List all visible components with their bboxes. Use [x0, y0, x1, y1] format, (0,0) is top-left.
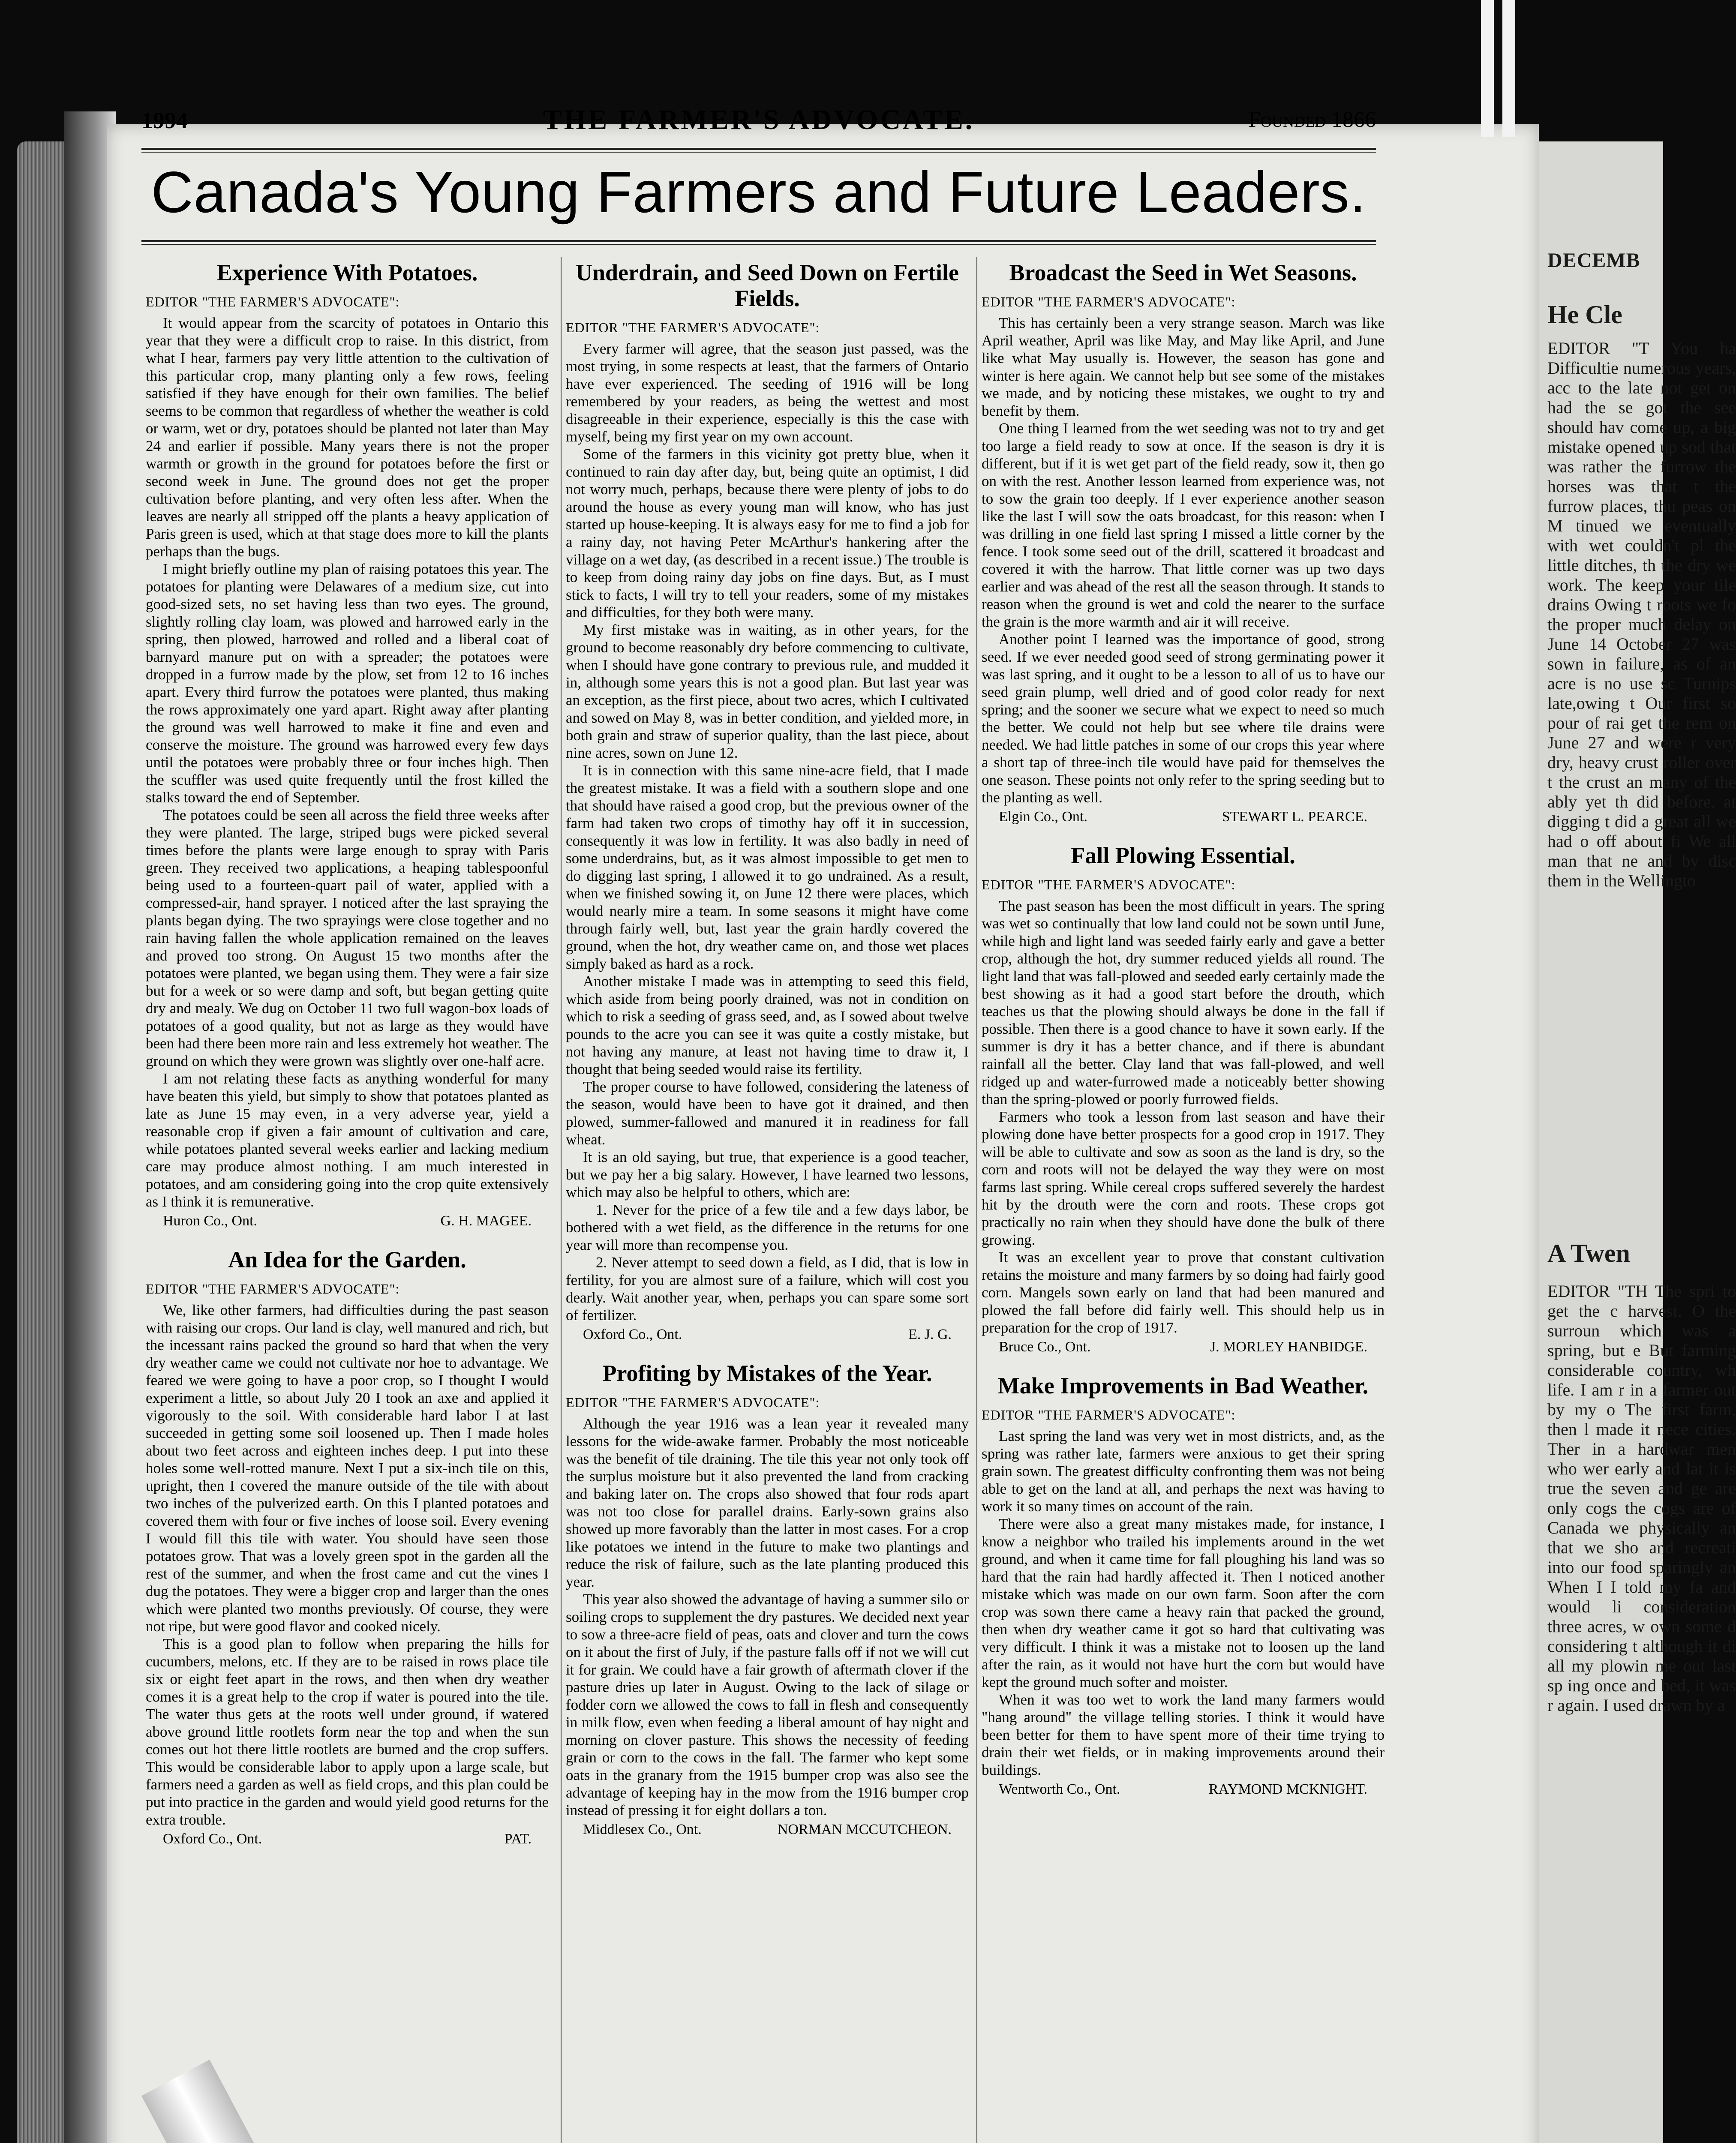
paragraph: I might briefly outline my plan of raising potatoes this year. The potatoes for planting were Delawares of a medium size, cut into good-sized sets, no set having less than two eyes. The ground, slightly rolling clay loam, was plowed and harrowed early in the spring, then plowed, harrowed and rolled and a liberal coat of barnyard manure put on with a spreader; the potatoes were dropped in a furrow made by the plow, set from 12 to 16 inches apart. Every third furrow the potatoes were planted, thus making the rows approximately one yard apart. Right away after planting the ground was well harrowed to make it fine and even and conserve the moisture. The ground was harrowed every few days until the potatoes were probably three or four inches high. Then the scuffler was used quite frequently until the frost killed the stalks toward the end of September. [146, 561, 549, 806]
editor-line: EDITOR "THE FARMER'S ADVOCATE": [982, 294, 1236, 309]
column-2 [566, 257, 969, 1855]
paragraph: Every farmer will agree, that the season just passed, was the most trying, in some respects at least, that the farmers of Ontario have ever experienced. The seeding of 1916 will be long remembered by your readers, as being the wettest and most disagreeable in their experience, especially is this the case with myself, being my first year on my own account. [566, 340, 969, 445]
paragraph: The proper course to have followed, considering the lateness of the season, would have been to have got it drained, and then plowed, summer-fallowed and manured it in readiness for fall wheat. [566, 1078, 969, 1148]
editor-line: EDITOR "THE FARMER'S ADVOCATE": [982, 1407, 1236, 1423]
header-rule-top [141, 148, 1376, 150]
signature-author: PAT. [504, 1831, 532, 1847]
signature-place: Elgin Co., Ont. [999, 809, 1087, 825]
article-title: Underdrain, and Seed Down on Fertile Fields. [575, 260, 959, 311]
scanner-bar-artifact [1502, 0, 1515, 137]
editor-line: EDITOR "THE FARMER'S ADVOCATE": [146, 1281, 400, 1297]
column-divider-1 [561, 257, 562, 2143]
signature-author: STEWART L. PEARCE. [1222, 809, 1367, 825]
signature-place: Wentworth Co., Ont. [999, 1781, 1120, 1797]
paragraph: My first mistake was in waiting, as in other years, for the ground to become reasonably dry before commencing to cultivate, when I should have gone contrary to previous rule, and mudded it in, although some years this is not a good plan. But last year was an exception, as the first piece, about two acres, which I cultivated and sowed on May 8, was in better condition, and yielded more, in both grain and straw of superior quality, than the last piece, about nine acres, sown on June 12. [566, 621, 969, 761]
editor-line: EDITOR "THE FARMER'S ADVOCATE": [982, 877, 1236, 892]
signature [163, 1212, 532, 1230]
running-head [141, 104, 1376, 146]
article-improvements [982, 1373, 1385, 1798]
article-underdrain [566, 260, 969, 1343]
paragraph: One thing I learned from the wet seeding was not to try and get too large a field ready to sow at once. If the season is dry it is different, but if it is wet get part of the field ready, sow it, then go on with the rest. Another lesson learned from experience was, not to sow the grain too deeply. If I ever experience another season like the last I will sow the oats broadcast, for this reason: when I was drilling in one field last spring I missed a little corner by the fence. I took some seed out of the drill, scattered it broadcast and covered it with the harrow. That little corner was up two days earlier and was ahead of the rest all the season through. It stands to reason when the ground is wet and cold the nearer to the surface the grain is the more warmth and air it will receive. [982, 420, 1385, 630]
signature [999, 1780, 1367, 1798]
adjacent-title-2: A Twen [1547, 1239, 1630, 1267]
signature-place: Oxford Co., Ont. [583, 1327, 682, 1342]
adjacent-column-2: EDITOR "TH The spri to get the c harvest. O the surroun which was a spring, but e But farming considerable country, wh life. I am r in a farmer out by my o The first farm, then l made it nece cities. Ther in a hardwar men who wer early and lat it is true the seven and ge are only cogs the cogs are of Canada we physically an that we sho and recreati into our food sparingly an When I I told my fa and would li consideration three acres, w own some d considering t although it di all my plowin me out last sp ing once and bed, it was r again. I used drawn by a [1547, 1282, 1736, 1715]
signature [583, 1821, 952, 1838]
section-rule-thin [141, 244, 1376, 245]
signature-place: Huron Co., Ont. [163, 1213, 258, 1229]
editor-line: EDITOR "THE FARMER'S ADVOCATE": [566, 1395, 820, 1410]
article-title: Fall Plowing Essential. [1071, 843, 1295, 868]
article-title: Make Improvements in Bad Weather. [997, 1373, 1369, 1399]
adjacent-title-1: He Cle [1547, 300, 1622, 329]
adjacent-running-head: DECEMB [1547, 249, 1640, 272]
paragraph: Farmers who took a lesson from last season and have their plowing done have better prospects for a good crop in 1917. They will be able to cultivate and sow as soon as the land is dry, so the corn and roots will not be delayed the way they were on most farms last spring. While cereal crops suffered severely the hardest hit by the drouth were the corn and roots. These crops got practically no rain when they should have done the bulk of there growing. [982, 1108, 1385, 1248]
article-potatoes [146, 260, 549, 1230]
article-title: Experience With Potatoes. [216, 260, 478, 285]
paragraph: It is an old saying, but true, that experience is a good teacher, but we pay her a big salary. However, I have learned two lessons, which may also be helpful to others, which are: [566, 1149, 969, 1201]
scanner-bar-artifact [1481, 0, 1494, 137]
article-fall-plowing [982, 843, 1385, 1356]
paragraph: This year also showed the advantage of having a summer silo or soiling crops to supplement the dry pastures. We decided next year to sow a three-acre field of peas, oats and clover and turn the cows on it about the first of July, if the pasture falls off if not we will cut it for grain. We could have a fair growth of aftermath clover if the pasture dries up later in August. Owing to the lack of silage or fodder corn we allowed the cows to fall in flesh and consequently in milk flow, even when feeding a liberal amount of hay night and morning on clover pasture. This shows the necessity of feeding grain or corn to the cows in the fall. The farmer who kept some oats in the granary from the 1915 bumper crop was also see the advantage of keeping hay in the mow from the 1916 bumper crop instead of pressing it for eight dollars a ton. [566, 1591, 969, 1819]
paragraph: It is in connection with this same nine-acre field, that I made the greatest mistake. It was a field with a southern slope and one that should have raised a good crop, but the previous owner of the farm had taken two crops of timothy hay off it in succession, consequently it was low in fertility. It was also badly in need of some underdrains, but, as it was almost impossible to get men to do digging last spring, I allowed it to go undrained. As a result, when we finished sowing it, on June 12 there were places, which would nearly mire a team. In some seasons it might have come through fairly well, but, last year the grain hardly covered the ground, when the hot, dry weather came on, and those wet places simply baked as hard as a rock. [566, 762, 969, 972]
paragraph: It was an excellent year to prove that constant cultivation retains the moisture and many farmers by so doing had fairly good corn. Mangels sown early on land that had been manured and plowed the fall before did fairly well. This should help us in preparation for the crop of 1917. [982, 1249, 1385, 1336]
article-mistakes [566, 1360, 969, 1838]
signature-author: E. J. G. [908, 1327, 952, 1342]
article-title: An Idea for the Garden. [228, 1247, 466, 1273]
paragraph: The potatoes could be seen all across the field three weeks after they were planted. The large, striped bugs were picked several times before the plants were large enough to spray with Paris green. They received two applications, a heaping tablespoonful being used to a fourteen-quart pail of water, applied with a compressed-air, hand sprayer. I noticed after the last spraying the plants began dying. The two sprayings were close together and no rain having fallen the whole application remained on the leaves and proved too strong. On August 15 two months after the potatoes were planted, we began using them. They were a fair size but for a week or so were damp and soft, but began getting quite dry and mealy. We dug on October 11 two full wagon-box loads of potatoes of a good quality, but not as large as they would have been had there been more rain and less extremely hot weather. The ground on which they were grown was slightly over one-half acre. [146, 807, 549, 1069]
signature [999, 1338, 1367, 1356]
paragraph: I am not relating these facts as anything wonderful for many have beaten this yield, but simply to show that potatoes planted as late as June 15 may even, in a very adverse year, yield a reasonable crop if given a fair amount of cultivation and care, while potatoes planted several weeks earlier and lacking medium care may produce almost nothing. I am much interested in potatoes, and am considering going into the crop quite extensively as I think it is remunerative. [146, 1070, 549, 1210]
paragraph: It would appear from the scarcity of potatoes in Ontario this year that they were a difficult crop to raise. In this district, from what I hear, farmers pay very little attention to the cultivation of this particular crop, many planting only a few rows, feeling satisfied if they have enough for their own families. The belief seems to be common that regardless of whether the weather is cold or warm, wet or dry, potatoes should be planted not later than May 24 and earlier if possible. Many years there is not the proper warmth or growth in the ground for potatoes before the first or second week in June. The ground does not get the proper cultivation before planting, and very often less after. When the leaves are nearly all stripped off the plants a heavy application of Paris green is used, which at that stage does more to kill the plants perhaps than the bugs. [146, 315, 549, 560]
header-rule-thin [141, 152, 1376, 153]
signature-author: J. MORLEY HANBIDGE. [1210, 1339, 1367, 1355]
signature-author: NORMAN MCCUTCHEON. [777, 1822, 952, 1837]
signature [583, 1326, 952, 1343]
editor-line: EDITOR "THE FARMER'S ADVOCATE": [566, 320, 820, 335]
article-title: Broadcast the Seed in Wet Seasons. [1009, 260, 1357, 285]
journal-title: THE FARMER'S ADVOCATE. [543, 104, 975, 135]
adjacent-page [1539, 141, 1736, 2143]
column-1 [146, 257, 549, 1865]
article-broadcast [982, 260, 1385, 825]
adjacent-column-1: EDITOR "T You ha Difficultie numerous years, acc to the late not get on had the se got the see should hav come up, a big mistake opened up sod that was rather the furrow the horses was that t the furrow places, thu peas on M tinued we eventually with wet couldn't pl the little ditches, th the dry we work. The keep your tile drains Owing t roots we fo the proper much delay on June 14 October 27 was sown in failure, as of an acre is no use sc Turnips late,owing t Our first so pour of rai get the rem on June 27 and were r very dry, heavy crust roller over t the crust an many of the ably yet th did before. at digging t did a great all we had o off about fi We all man that ne and by disc them in the Wellingto [1547, 339, 1736, 890]
article-garden [146, 1247, 549, 1848]
editor-line: EDITOR "THE FARMER'S ADVOCATE": [146, 294, 400, 309]
paragraph: Last spring the land was very wet in most districts, and, as the spring was rather late, farmers were anxious to get their spring grain sown. The greatest difficulty confronting them was not being able to get on the land at all, and perhaps the next was having to work it so many times on account of the rain. [982, 1428, 1385, 1515]
list-item: 2. Never attempt to seed down a field, as I did, that is low in fertility, for you are almost sure of a failure, which will cost you dearly. Wait another year, when, perhaps you can spare some sort of fertilizer. [566, 1254, 969, 1324]
signature-author: G. H. MAGEE. [440, 1213, 532, 1229]
paragraph: There were also a great many mistakes made, for instance, I know a neighbor who trailed his implements around in the wet ground, and when it came time for fall ploughing his land was so hard that the rain had hardly affected it. Then I noticed another mistake which was made on our own farm. Soon after the corn crop was sown there came a heavy rain that packed the ground, then when dry weather came it got so hard that cultivating was very difficult. I think it was a mistake not to loosen up the land after the rain, as it would not have hurt the corn but would have kept the ground much softer and moister. [982, 1516, 1385, 1690]
paragraph: Another mistake I made was in attempting to seed this field, which aside from being poorly drained, was not in condition on which to risk a seeding of grass seed, and, as I sowed about twelve pounds to the acre you can see it was quite a costly mistake, but not having any manure, at least not having time to draw it, I thought that being seeded would raise its fertility. [566, 973, 969, 1078]
signature [163, 1830, 532, 1848]
paragraph: When it was too wet to work the land many farmers would "hang around" the village telling stories. I think it would have been better for them to have spent more of their time trying to drain their wet fields, or in making improvements around their buildings. [982, 1691, 1385, 1778]
signature-place: Bruce Co., Ont. [999, 1339, 1091, 1355]
founded-line: Founded 1866 [1248, 108, 1376, 132]
paragraph: Although the year 1916 was a lean year it revealed many lessons for the wide-awake farmer. Probably the most noticeable was the benefit of tile draining. The tile this year not only took off the surplus moisture but it also prevented the land from cracking and baking later on. The crops also showed that four rods apart was not too close for parallel drains. Early-sown grains also showed up more favorably than the latter in most cases. For a crop like potatoes we intend in the future to make two plantings and reduce the risk of failure, such as the late planting produced this year. [566, 1415, 969, 1590]
page-number: 1994 [141, 108, 188, 133]
paragraph: This has certainly been a very strange season. March was like April weather, April was like May, and May like April, and June like what May usually is. However, the season has gone and winter is here again. We cannot help but see some of the mistakes we made, and by noticing these mistakes, we ought to try and benefit by them. [982, 315, 1385, 419]
section-rule [141, 240, 1376, 242]
list-item: 1. Never for the price of a few tile and a few days labor, be bothered with a wet field, as the difference in the returns for one year will more than recompense you. [566, 1201, 969, 1253]
signature-author: RAYMOND MCKNIGHT. [1208, 1781, 1367, 1797]
signature [999, 808, 1367, 825]
section-title: Canada's Young Farmers and Future Leaders. [151, 159, 1367, 225]
lessons-list [566, 1201, 969, 1324]
article-title: Profiting by Mistakes of the Year. [602, 1360, 932, 1386]
paragraph: Some of the farmers in this vicinity got pretty blue, when it continued to rain day after day, but, being quite an optimist, I did not worry much, perhaps, because there were plenty of jobs to do around the house as every young man will know, who has just started up house-keeping. It is always easy for me to find a job for a rainy day, not having Peter McArthur's hankering after the village on a wet day, (as described in a recent issue.) The trouble is to keep from doing rainy day jobs on fine days. But, as I must stick to facts, I will try to tell your readers, some of my mistakes and difficulties, for they both were many. [566, 446, 969, 621]
column-3 [982, 257, 1385, 1815]
paragraph: The past season has been the most difficult in years. The spring was wet so continually that low land could not be sown until June, while high and light land was seeded fairly early and gave a better crop, although the hot, dry summer reduced yields all round. The light land that was fall-plowed and seeded early certainly made the best showing as it had a good start before the drouth, which teaches us that the plowing should always be done in the fall if possible. Then there is a good chance to have it sown early. If the summer is dry it has a better chance, and if there is abundant rainfall all the better. Clay land that was fall-plowed, and well ridged up and water-furrowed made a noticeably better showing than the spring-plowed or poorly furrowed fields. [982, 897, 1385, 1108]
paragraph: Another point I learned was the importance of good, strong seed. If we ever needed good seed of strong germinating power it was last spring, and it ought to be a lesson to all of us to have our seed grain plump, well dried and of good color ready for next spring; and the sooner we secure what we expect to need so much the better. We could not help but see where tile drains were needed. We had little patches in some of our crops this year where a short tap of three-inch tile would have paid for themselves the one season. These points not only refer to the spring seeding but to the planting as well. [982, 631, 1385, 806]
signature-place: Oxford Co., Ont. [163, 1831, 262, 1847]
column-divider-2 [976, 257, 977, 2143]
signature-place: Middlesex Co., Ont. [583, 1822, 702, 1837]
paragraph: We, like other farmers, had difficulties during the past season with raising our crops. Our land is clay, well manured and rich, but the incessant rains packed the ground so hard that when the very dry weather came we could not cultivate nor hoe to advantage. We feared we were going to have a poor crop, so I thought I would experiment a little, so about July 20 I took an axe and applied it vigorously to the soil. With considerable hard labor I at last succeeded in getting some soil loosened up. Then I made holes about two feet across and eighteen inches deep. I put into these holes some well-rotted manure. Next I put a six-inch tile on this, upright, then I covered the manure outside of the tile with about two inches of the pulverized earth. On this I planted potatoes and covered them with four or five inches of loose soil. Every evening I would fill this tile with water. You should have seen those potatoes grow. That was a lovely green spot in the garden all the rest of the summer, and when the frost came and cut the vines I dug the potatoes. They were a bigger crop and larger than the ones which were planted two months previously. Of course, they were not ripe, but were good flavor and cooked nicely. [146, 1302, 549, 1635]
paragraph: This is a good plan to follow when preparing the hills for cucumbers, melons, etc. If they are to be raised in rows place tile six or eight feet apart in the rows, and then when dry weather comes it is a great help to the crop if water is poured into the tile. The water thus gets at the roots well under ground, if watered above ground little rootlets form near the top and when the sun comes out hot there little rootlets are burned and the crop suffers. This would be considerable labor to apply upon a large scale, but farmers need a garden as well as field crops, and this plan could be put into practice in the garden and would yield good returns for the extra trouble. [146, 1636, 549, 1828]
